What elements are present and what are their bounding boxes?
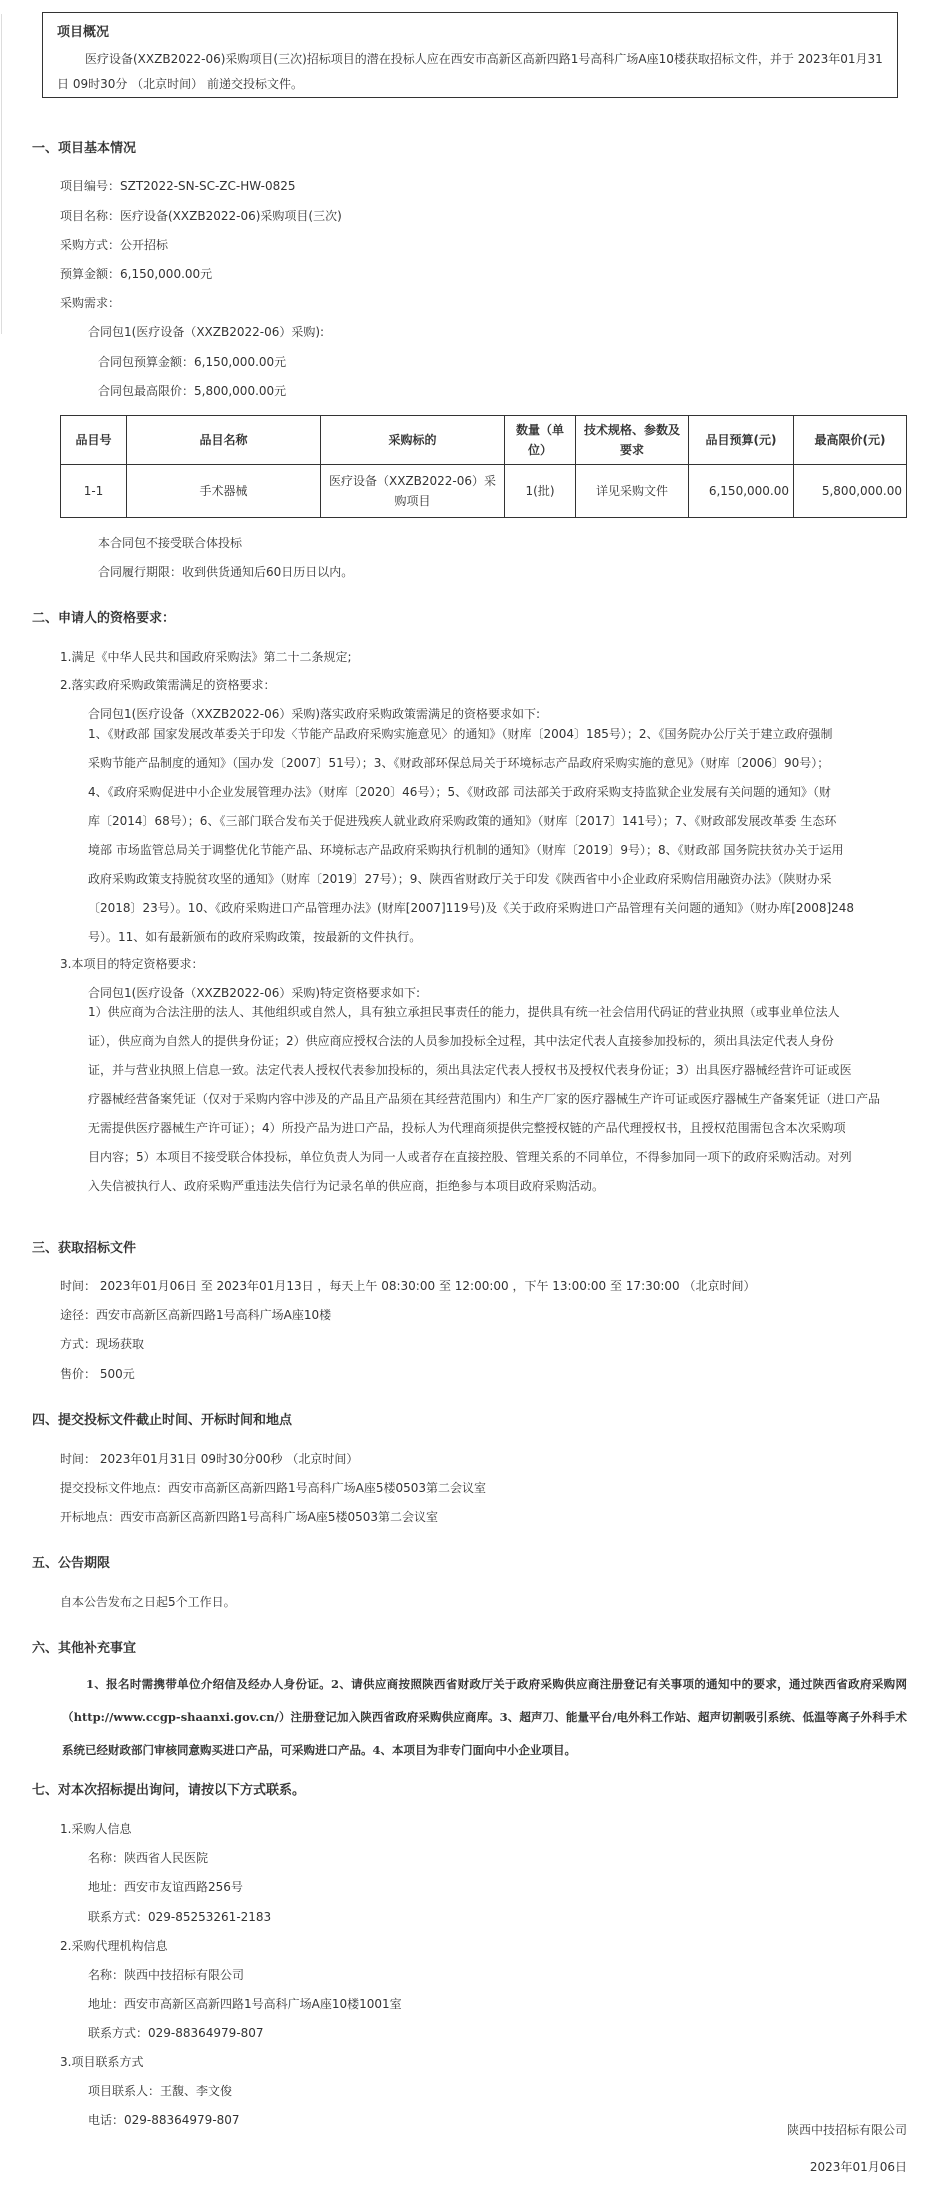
package-max-price: 合同包最高限价：5,800,000.00元 [98, 384, 287, 398]
cell-max-price: 5,800,000.00 [794, 465, 907, 518]
buyer-address: 地址：西安市友谊西路256号 [88, 1880, 243, 1894]
project-name: 项目名称：医疗设备(XXZB2022-06)采购项目(三次) [60, 209, 342, 223]
obtain-way: 方式：现场获取 [60, 1337, 145, 1351]
buyer-title: 1.采购人信息 [60, 1822, 132, 1836]
table-header-row [61, 416, 907, 465]
qualification-item-3-sub: 合同包1(医疗设备（XXZB2022-06）采购)特定资格要求如下: [88, 986, 421, 1000]
no-consortium-note: 本合同包不接受联合体投标 [98, 536, 243, 550]
policy-line: 号）。11、如有最新颁布的政府采购政策，按最新的文件执行。 [88, 930, 422, 944]
package-title: 合同包1(医疗设备（XXZB2022-06）采购): [88, 325, 325, 339]
section-3-title: 三、获取招标文件 [32, 1241, 137, 1256]
qualification-item-2-sub: 合同包1(医疗设备（XXZB2022-06）采购)落实政府采购政策需满足的资格要求如下: [88, 707, 541, 721]
qualification-item-2: 2.落实政府采购政策需满足的资格要求： [60, 678, 276, 692]
deadline-time: 时间： 2023年01月31日 09时30分00秒 （北京时间） [60, 1452, 359, 1466]
contact-phone: 电话：029-88364979-807 [88, 2113, 240, 2127]
th-quantity: 数量（单位） [505, 416, 576, 465]
package-budget: 合同包预算金额：6,150,000.00元 [98, 355, 287, 369]
contact-person: 项目联系人：王馥、李文俊 [88, 2084, 233, 2098]
th-item-name: 品目名称 [127, 416, 321, 465]
special-requirement-line: 证，并与营业执照上信息一致。法定代表人授权代表参加投标的，须出具法定代表人授权书及授权代表身份证；3）出具医疗器械经营许可证或医 [88, 1063, 852, 1077]
special-requirement-line: 无需提供医疗器械生产许可证）；4）所投产品为进口产品，投标人为代理商须提供完整授权链的产品代理授权书，且授权范围需包含本次采购项 [88, 1121, 846, 1135]
qualification-item-1: 1.满足《中华人民共和国政府采购法》第二十二条规定; [60, 650, 352, 664]
policy-line: 〔2018〕23号）。10、《政府采购进口产品管理办法》(财库[2007]119号)及《关于政府采购进口产品管理有关问题的通知》（财办库[2008]248 [88, 901, 855, 915]
items-table [60, 415, 907, 518]
contact-title: 3.项目联系方式 [60, 2055, 144, 2069]
obtain-time: 时间： 2023年01月06日 至 2023年01月13日 ，每天上午 08:30:00 至 12:00:00 ，下午 13:00:00 至 17:30:00 （北京时间） [60, 1279, 756, 1293]
supplementary-notes: 1、报名时需携带单位介绍信及经办人身份证。2、请供应商按照陕西省财政厅关于政府采购供应商注册登记有关事项的通知中的要求，通过陕西省政府采购网（http://www.ccgp-shaanxi.gov.cn/）注册登记加入陕西省政府采购供应商库。3、超声刀、能量平台/电外科工作站、超声切割吸引系统、低温等离子外科手术系统已经财政部门审核同意购买进口产品，可采购进口产品。4、本项目为非专门面向中小企业项目。 [62, 1677, 907, 1757]
th-item-no: 品目号 [61, 416, 127, 465]
obtain-place: 途径：西安市高新区高新四路1号高科广场A座10楼 [60, 1308, 332, 1322]
special-requirement-line: 入失信被执行人、政府采购严重违法失信行为记录名单的供应商，拒绝参与本项目政府采购活动。 [88, 1179, 605, 1193]
th-max-price: 最高限价(元) [794, 416, 907, 465]
buyer-phone: 联系方式：029-85253261-2183 [88, 1910, 272, 1924]
document-price: 售价： 500元 [60, 1367, 135, 1381]
section-4-title: 四、提交投标文件截止时间、开标时间和地点 [32, 1413, 293, 1428]
table-row [61, 465, 907, 518]
special-requirement-line: 疗器械经营备案凭证（仅对于采购内容中涉及的产品且产品须在其经营范围内）和生产厂家的医疗器械生产许可证或医疗器械生产备案凭证（进口产品 [88, 1092, 881, 1106]
overview-box [42, 12, 898, 98]
agent-name: 名称：陕西中技招标有限公司 [88, 1968, 245, 1982]
special-requirements-paragraph [88, 998, 908, 1201]
policy-paragraph [88, 720, 908, 952]
section-1-title: 一、项目基本情况 [32, 141, 137, 156]
special-requirement-line: 1）供应商为合法注册的法人、其他组织或自然人，具有独立承担民事责任的能力，提供具有统一社会信用代码证的营业执照（或事业单位法人 [88, 1005, 840, 1019]
policy-line: 4、《政府采购促进中小企业发展管理办法》（财库〔2020〕46号）；5、《财政部 司法部关于政府采购支持监狱企业发展有关问题的通知》（财 [88, 785, 831, 799]
signature-company: 陕西中技招标有限公司 [786, 2123, 907, 2137]
announcement-period: 自本公告发布之日起5个工作日。 [60, 1595, 236, 1609]
th-item-budget: 品目预算(元) [689, 416, 794, 465]
agent-title: 2.采购代理机构信息 [60, 1939, 168, 1953]
qualification-item-3: 3.本项目的特定资格要求： [60, 957, 204, 971]
overview-title: 项目概况 [57, 25, 110, 40]
left-divider [1, 14, 2, 334]
cell-item-no: 1-1 [61, 465, 127, 518]
contract-period: 合同履行期限：收到供货通知后60日历日以内。 [98, 565, 354, 579]
overview-text: 医疗设备(XXZB2022-06)采购项目(三次)招标项目的潜在投标人应在西安市高新区高新四路1号高科广场A座10楼获取招标文件，并于 2023年01月31日 09时30分 （北京时间） 前递交投标文件。 [57, 52, 883, 91]
th-spec: 技术规格、参数及要求 [576, 416, 689, 465]
section-6-title: 六、其他补充事宜 [32, 1641, 137, 1656]
project-no: 项目编号：SZT2022-SN-SC-ZC-HW-0825 [60, 179, 296, 193]
opening-place: 开标地点：西安市高新区高新四路1号高科广场A座5楼0503第二会议室 [60, 1510, 439, 1524]
cell-subject: 医疗设备（XXZB2022-06）采购项目 [321, 465, 505, 518]
signature-date: 2023年01月06日 [809, 2160, 907, 2174]
buyer-name: 名称：陕西省人民医院 [88, 1851, 209, 1865]
cell-spec: 详见采购文件 [576, 465, 689, 518]
policy-line: 境部 市场监管总局关于调整优化节能产品、环境标志产品政府采购执行机制的通知》（财库〔2019〕9号）；8、《财政部 国务院扶贫办关于运用 [88, 843, 844, 857]
special-requirement-line: 目内容；5）本项目不接受联合体投标，单位负责人为同一人或者存在直接控股、管理关系的不同单位，不得参加同一项下的政府采购活动。对列 [88, 1150, 852, 1164]
section-2-title: 二、申请人的资格要求： [32, 611, 176, 626]
procurement-method: 采购方式：公开招标 [60, 238, 169, 252]
budget-amount: 预算金额：6,150,000.00元 [60, 267, 213, 281]
th-subject: 采购标的 [321, 416, 505, 465]
policy-line: 采购节能产品制度的通知》（国办发〔2007〕51号）；3、《财政部环保总局关于环境标志产品政府采购实施的意见》（财库〔2006〕90号）； [88, 756, 830, 770]
policy-line: 库〔2014〕68号）；6、《三部门联合发布关于促进残疾人就业政府采购政策的通知》（财库〔2017〕141号）；7、《财政部发展改革委 生态环 [88, 814, 837, 828]
section-7-title: 七、对本次招标提出询问，请按以下方式联系。 [32, 1783, 306, 1798]
cell-item-budget: 6,150,000.00 [689, 465, 794, 518]
cell-item-name: 手术器械 [127, 465, 321, 518]
cell-quantity: 1(批) [505, 465, 576, 518]
submit-place: 提交投标文件地点：西安市高新区高新四路1号高科广场A座5楼0503第二会议室 [60, 1481, 487, 1495]
agent-address: 地址：西安市高新区高新四路1号高科广场A座10楼1001室 [88, 1997, 402, 2011]
agent-phone: 联系方式：029-88364979-807 [88, 2026, 264, 2040]
section-5-title: 五、公告期限 [32, 1556, 111, 1571]
procurement-demand: 采购需求： [60, 296, 121, 310]
special-requirement-line: 证），供应商为自然人的提供身份证；2）供应商应授权合法的人员参加投标全过程，其中法定代表人直接参加投标的，须出具法定代表人身份 [88, 1034, 834, 1048]
policy-line: 1、《财政部 国家发展改革委关于印发〈节能产品政府采购实施意见〉的通知》（财库〔2004〕185号）；2、《国务院办公厅关于建立政府强制 [88, 727, 833, 741]
policy-line: 政府采购政策支持脱贫攻坚的通知》（财库〔2019〕27号）；9、陕西省财政厅关于印发《陕西省中小企业政府采购信用融资办法》（陕财办采 [88, 872, 832, 886]
